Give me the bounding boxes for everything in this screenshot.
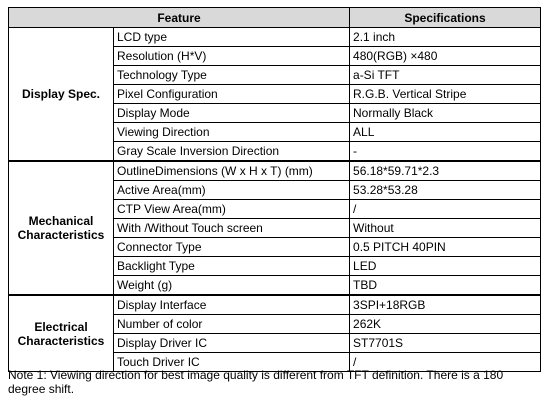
specification-cell: ST7701S: [350, 334, 541, 353]
feature-cell: Weight (g): [114, 276, 350, 296]
specification-cell: 2.1 inch: [350, 28, 541, 47]
specification-cell: Normally Black: [350, 104, 541, 123]
header-specifications: Specifications: [350, 8, 541, 28]
group-label: Electrical Characteristics: [9, 295, 114, 372]
feature-cell: Display Interface: [114, 295, 350, 315]
specification-cell: ALL: [350, 123, 541, 142]
feature-cell: Display Driver IC: [114, 334, 350, 353]
group-label: Mechanical Characteristics: [9, 161, 114, 295]
feature-cell: Backlight Type: [114, 257, 350, 276]
feature-cell: Display Mode: [114, 104, 350, 123]
group-label: Display Spec.: [9, 28, 114, 162]
specification-cell: TBD: [350, 276, 541, 296]
specification-cell: 53.28*53.28: [350, 181, 541, 200]
feature-cell: Resolution (H*V): [114, 47, 350, 66]
table-body: [9, 28, 541, 372]
specifications-table: [8, 7, 541, 372]
specification-cell: /: [350, 353, 541, 372]
specification-cell: LED: [350, 257, 541, 276]
specification-cell: 56.18*59.71*2.3: [350, 161, 541, 181]
table-row: [9, 295, 541, 315]
header-feature: Feature: [9, 8, 350, 28]
feature-cell: OutlineDimensions (W x H x T) (mm): [114, 161, 350, 181]
footnote: Note 1: Viewing direction for best image quality is different from TFT definition. There is a 180 degree shift.: [8, 368, 504, 396]
table-row: [9, 161, 541, 181]
specification-cell: 262K: [350, 315, 541, 334]
table-row: [9, 28, 541, 47]
specification-cell: 0.5 PITCH 40PIN: [350, 238, 541, 257]
feature-cell: Connector Type: [114, 238, 350, 257]
specification-cell: 480(RGB) ×480: [350, 47, 541, 66]
feature-cell: Active Area(mm): [114, 181, 350, 200]
feature-cell: Touch Driver IC: [114, 353, 350, 372]
specification-cell: /: [350, 200, 541, 219]
table-header-row: [9, 8, 541, 28]
feature-cell: With /Without Touch screen: [114, 219, 350, 238]
specification-cell: Without: [350, 219, 541, 238]
feature-cell: CTP View Area(mm): [114, 200, 350, 219]
specification-cell: 3SPI+18RGB: [350, 295, 541, 315]
specification-cell: R.G.B. Vertical Stripe: [350, 85, 541, 104]
specification-cell: -: [350, 142, 541, 162]
specification-cell: a-Si TFT: [350, 66, 541, 85]
feature-cell: Technology Type: [114, 66, 350, 85]
feature-cell: LCD type: [114, 28, 350, 47]
feature-cell: Number of color: [114, 315, 350, 334]
feature-cell: Viewing Direction: [114, 123, 350, 142]
feature-cell: Pixel Configuration: [114, 85, 350, 104]
feature-cell: Gray Scale Inversion Direction: [114, 142, 350, 162]
